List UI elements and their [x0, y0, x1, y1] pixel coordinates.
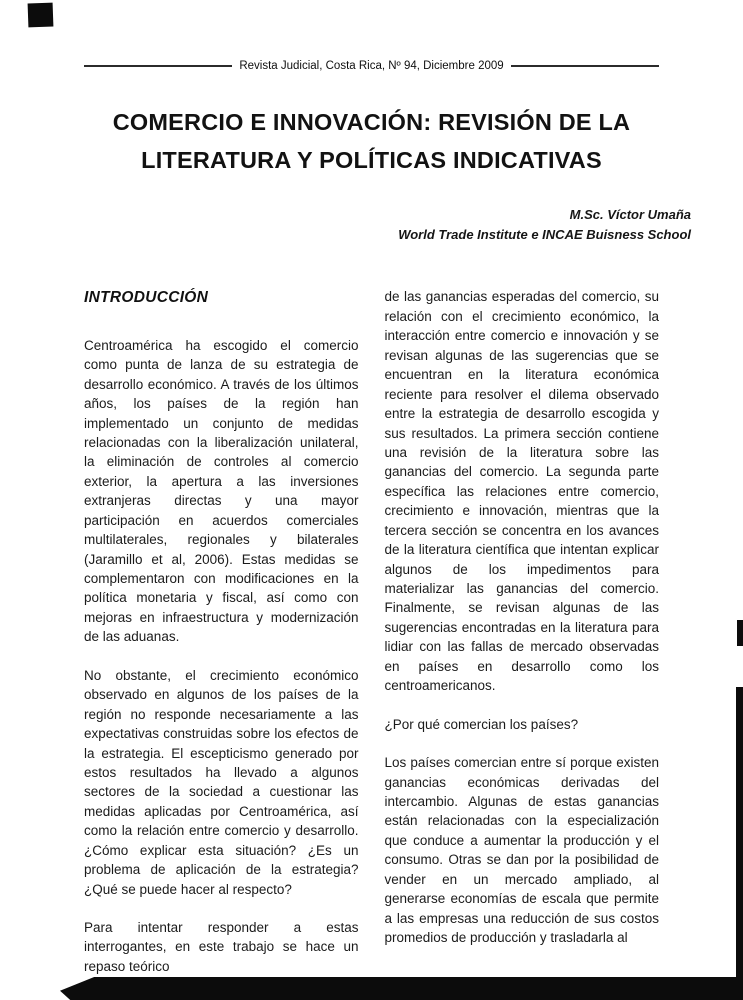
right-column — [385, 287, 660, 995]
two-column-body — [84, 287, 659, 995]
scan-artifact-right-small — [737, 620, 743, 646]
article-title-line-2: LITERATURA Y POLÍTICAS INDICATIVAS — [141, 146, 602, 173]
scan-artifact-top-left — [28, 3, 54, 28]
section-subheading-question: ¿Por qué comercian los países? — [384, 716, 579, 732]
paragraph: Para intentar responder a estas interrogantes, en este trabajo se hace un repaso teórico — [84, 920, 359, 974]
section-heading-introduccion: INTRODUCCIÓN — [84, 289, 209, 307]
article-title — [84, 104, 659, 179]
header-rule-left — [84, 65, 232, 67]
paragraph: No obstante, el crecimiento económico observado en algunos de los países de la región no responde necesariamente a las expectativas construidas sobre los efectos de la estrategia. El escepticismo generado por estos resultados ha llevado a algunos sectores de la sociedad a cuestionar las medidas aplicadas por Centroamérica, así como la relación entre comercio y desarrollo. ¿Cómo explicar esta situación? ¿Es un problema de aplicación de la estrategia? ¿Qué se puede hacer al respecto? — [84, 667, 359, 897]
article-title-line-1: COMERCIO E INNOVACIÓN: REVISIÓN DE LA — [112, 109, 631, 135]
scan-artifact-right-edge — [736, 687, 743, 1000]
paragraph: Centroamérica ha escogido el comercio como punta de lanza de su estrategia de desarrollo económico. A través de los últimos años, los países de la región han implementado un conjunto de medidas relacionadas con la liberalización unilateral, la eliminación de controles al comercio exterior, la apertura a las inversiones extranjeras directas y una mayor participación en acuerdos comerciales multilaterales, regionales y bilaterales (Jaramillo et al, 2006). Estas medidas se complementaron con modificaciones en la política monetaria y fiscal, así como con mejoras en infraestructura y modernización de las aduanas. — [84, 337, 359, 645]
author-affiliation: World Trade Institute e INCAE Buisness School — [398, 227, 691, 243]
left-column — [84, 287, 359, 995]
byline — [84, 205, 691, 245]
journal-header — [84, 60, 659, 72]
scan-artifact-bottom-bar — [60, 977, 743, 1000]
page-content — [0, 60, 743, 995]
paragraph: Los países comercian entre sí porque existen ganancias económicas derivadas del intercambio. Algunas de estas ganancias están relacionadas con la especialización que conduce a aumentar la producción y el consumo. Otras se dan por la posibilidad de vender en un mercado ampliado, al generarse economías de escala que permite a las empresas una reducción de sus costos promedios de producción y trasladarla al — [384, 755, 659, 946]
paragraph: de las ganancias esperadas del comercio, su relación con el crecimiento económico, la interacción entre comercio e innovación y se revisan algunas de las sugerencias que se encuentran en la literatura económica reciente para resolver el dilema observado entre la estrategia de desarrollo escogida y sus resultados. La primera sección contiene una revisión de la literatura sobre las ganancias del comercio. La segunda parte específica las relaciones entre comercio, crecimiento e innovación, mientras que la tercera sección se concentra en los avances de la literatura científica que intentan explicar algunos de los impedimentos para materializar las ganancias del comercio. Finalmente, se revisan algunas de las sugerencias encontradas en la literatura para lidiar con las fallas de mercado observadas en países en desarrollo como los centroamericanos. — [384, 289, 659, 694]
header-rule-right — [511, 65, 659, 67]
author-name: M.Sc. Víctor Umaña — [569, 207, 691, 223]
journal-header-text: Revista Judicial, Costa Rica, Nº 94, Diciembre 2009 — [239, 60, 504, 72]
